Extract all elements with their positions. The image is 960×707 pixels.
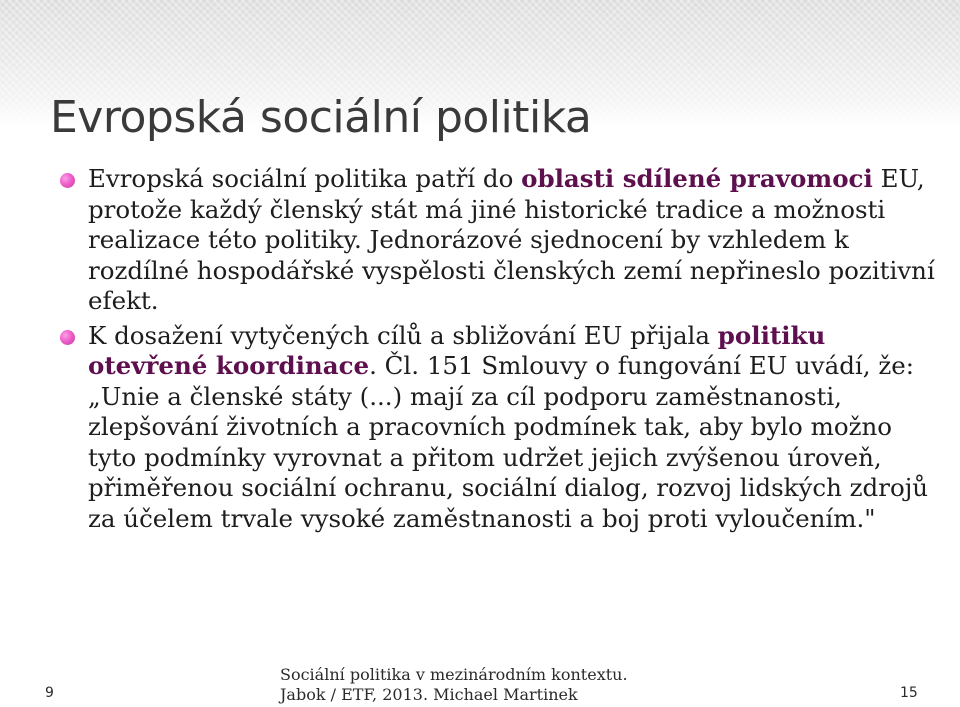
footer-credits: [280, 665, 628, 705]
bullet-item: [60, 164, 940, 317]
slide-number-right: 15: [900, 685, 918, 701]
bullet-text: [88, 164, 935, 315]
slide-title: Evropská sociální politika: [50, 92, 592, 143]
bullet-dot-icon: [60, 330, 75, 345]
bullet-text: [88, 321, 928, 533]
footer-line-1: Sociální politika v mezinárodním kontextu.: [280, 665, 628, 684]
bullet-text-emphasis: oblasti sdílené pravomoci: [521, 164, 873, 193]
bullet-text-plain: EU, protože každý členský stát má jiné historické tradice a možnosti realizace této politiky. Jednorázové sjednocení by vzhledem k rozdílné hospodářské vyspělosti členských zemí nepřineslo pozitivní efekt.: [88, 164, 935, 315]
bullet-item: [60, 321, 940, 535]
slide-number-left: 9: [45, 685, 54, 701]
bullet-text-emphasis: politiku otevřené koordinace: [88, 320, 826, 380]
bullet-text-plain: Evropská sociální politika patří do: [88, 164, 522, 193]
bullet-dot-icon: [60, 173, 75, 188]
bullet-text-plain: K dosažení vytyčených cílů a sbližování EU přijala: [88, 320, 718, 350]
bullet-list: [60, 164, 940, 538]
bullet-text-plain: . Čl. 151 Smlouvy o fungování EU uvádí, že: „Unie a členské státy (...) mají za cíl podporu zaměstnanosti, zlepšování životních a pracovních podmínek tak, aby bylo možno tyto podmínky vyrovnat a přitom udržet jejich zvýšenou úroveň, přiměřenou sociální ochranu, sociální dialog, rozvoj lidských zdrojů za účelem trvale vysoké zaměstnanosti a boj proti vyloučením.": [88, 351, 929, 533]
footer-line-2: Jabok / ETF, 2013. Michael Martinek: [280, 685, 578, 704]
